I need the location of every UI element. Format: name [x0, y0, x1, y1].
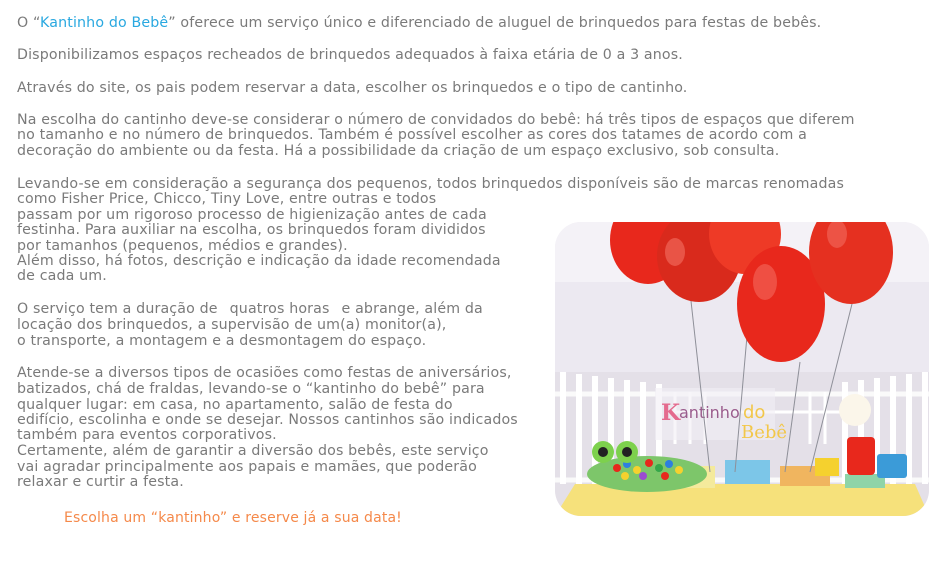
sign-text-1: antinho	[679, 403, 740, 422]
choice-line: Na escolha do cantinho deve-se considerar o número de convidados do bebê: há três tipos de espaços que diferem	[17, 112, 855, 128]
intro-suffix: ” oferece um serviço único e diferenciado de aluguel de brinquedos para festas de bebês.	[168, 15, 822, 31]
safety-line: como Fisher Price, Chicco, Tiny Love, entre outras e todos	[17, 191, 437, 207]
playroom-photo	[555, 222, 929, 516]
sign-text-3: Bebê	[741, 422, 788, 443]
occasions-line: batizados, chá de fraldas, levando-se o “kantinho do bebê” para	[17, 381, 485, 397]
site-paragraph: Através do site, os pais podem reservar a data, escolher os brinquedos e o tipo de cantinho.	[17, 80, 688, 96]
safety-line: por tamanhos (pequenos, médios e grandes).	[17, 238, 348, 254]
occasions-line: qualquer lugar: em casa, no apartamento, salão de festa do	[17, 397, 453, 413]
duration-value: quatros horas	[229, 301, 330, 317]
occasions-line: também para eventos corporativos.	[17, 427, 277, 443]
safety-line: de cada um.	[17, 268, 107, 284]
choice-line: decoração do ambiente ou da festa. Há a possibilidade da criação de um espaço exclusivo, sob consulta.	[17, 143, 780, 159]
safety-line: festinha. Para auxiliar na escolha, os brinquedos foram divididos	[17, 222, 486, 238]
sign-text-2: do	[743, 402, 766, 423]
safety-line: Além disso, há fotos, descrição e indicação da idade recomendada	[17, 253, 501, 269]
svg-text:K: K	[661, 400, 681, 426]
occasions-line: relaxar e curtir a festa.	[17, 474, 184, 490]
intro-paragraph	[17, 16, 821, 31]
availability-paragraph: Disponibilizamos espaços recheados de brinquedos adequados à faixa etária de 0 a 3 anos.	[17, 47, 683, 63]
service-post: e abrange, além da	[341, 301, 483, 317]
reserve-call-to-action: Escolha um “kantinho” e reserve já a sua data!	[64, 510, 402, 526]
brand-name: Kantinho do Bebê	[40, 15, 169, 31]
safety-line: passam por um rigoroso processo de higienização antes de cada	[17, 207, 487, 223]
occasions-line: Certamente, além de garantir a diversão dos bebês, este serviço	[17, 443, 489, 459]
choice-line: no tamanho e no número de brinquedos. Também é possível escolher as cores dos tatames de acordo com a	[17, 127, 807, 143]
occasions-line: Atende-se a diversos tipos de ocasiões como festas de aniversários,	[17, 365, 512, 381]
service-line: o transporte, a montagem e a desmontagem do espaço.	[17, 333, 427, 349]
occasions-line: edifício, escolinha e onde se desejar. Nossos cantinhos são indicados	[17, 412, 518, 428]
service-line	[17, 302, 483, 317]
service-line: locação dos brinquedos, a supervisão de um(a) monitor(a),	[17, 317, 447, 333]
intro-prefix: O “	[17, 15, 41, 31]
safety-line: Levando-se em consideração a segurança dos pequenos, todos brinquedos disponíveis são de marcas renomadas	[17, 176, 845, 192]
occasions-line: vai agradar principalmente aos papais e mamães, que poderão	[17, 459, 477, 475]
service-pre: O serviço tem a duração de	[17, 301, 218, 317]
